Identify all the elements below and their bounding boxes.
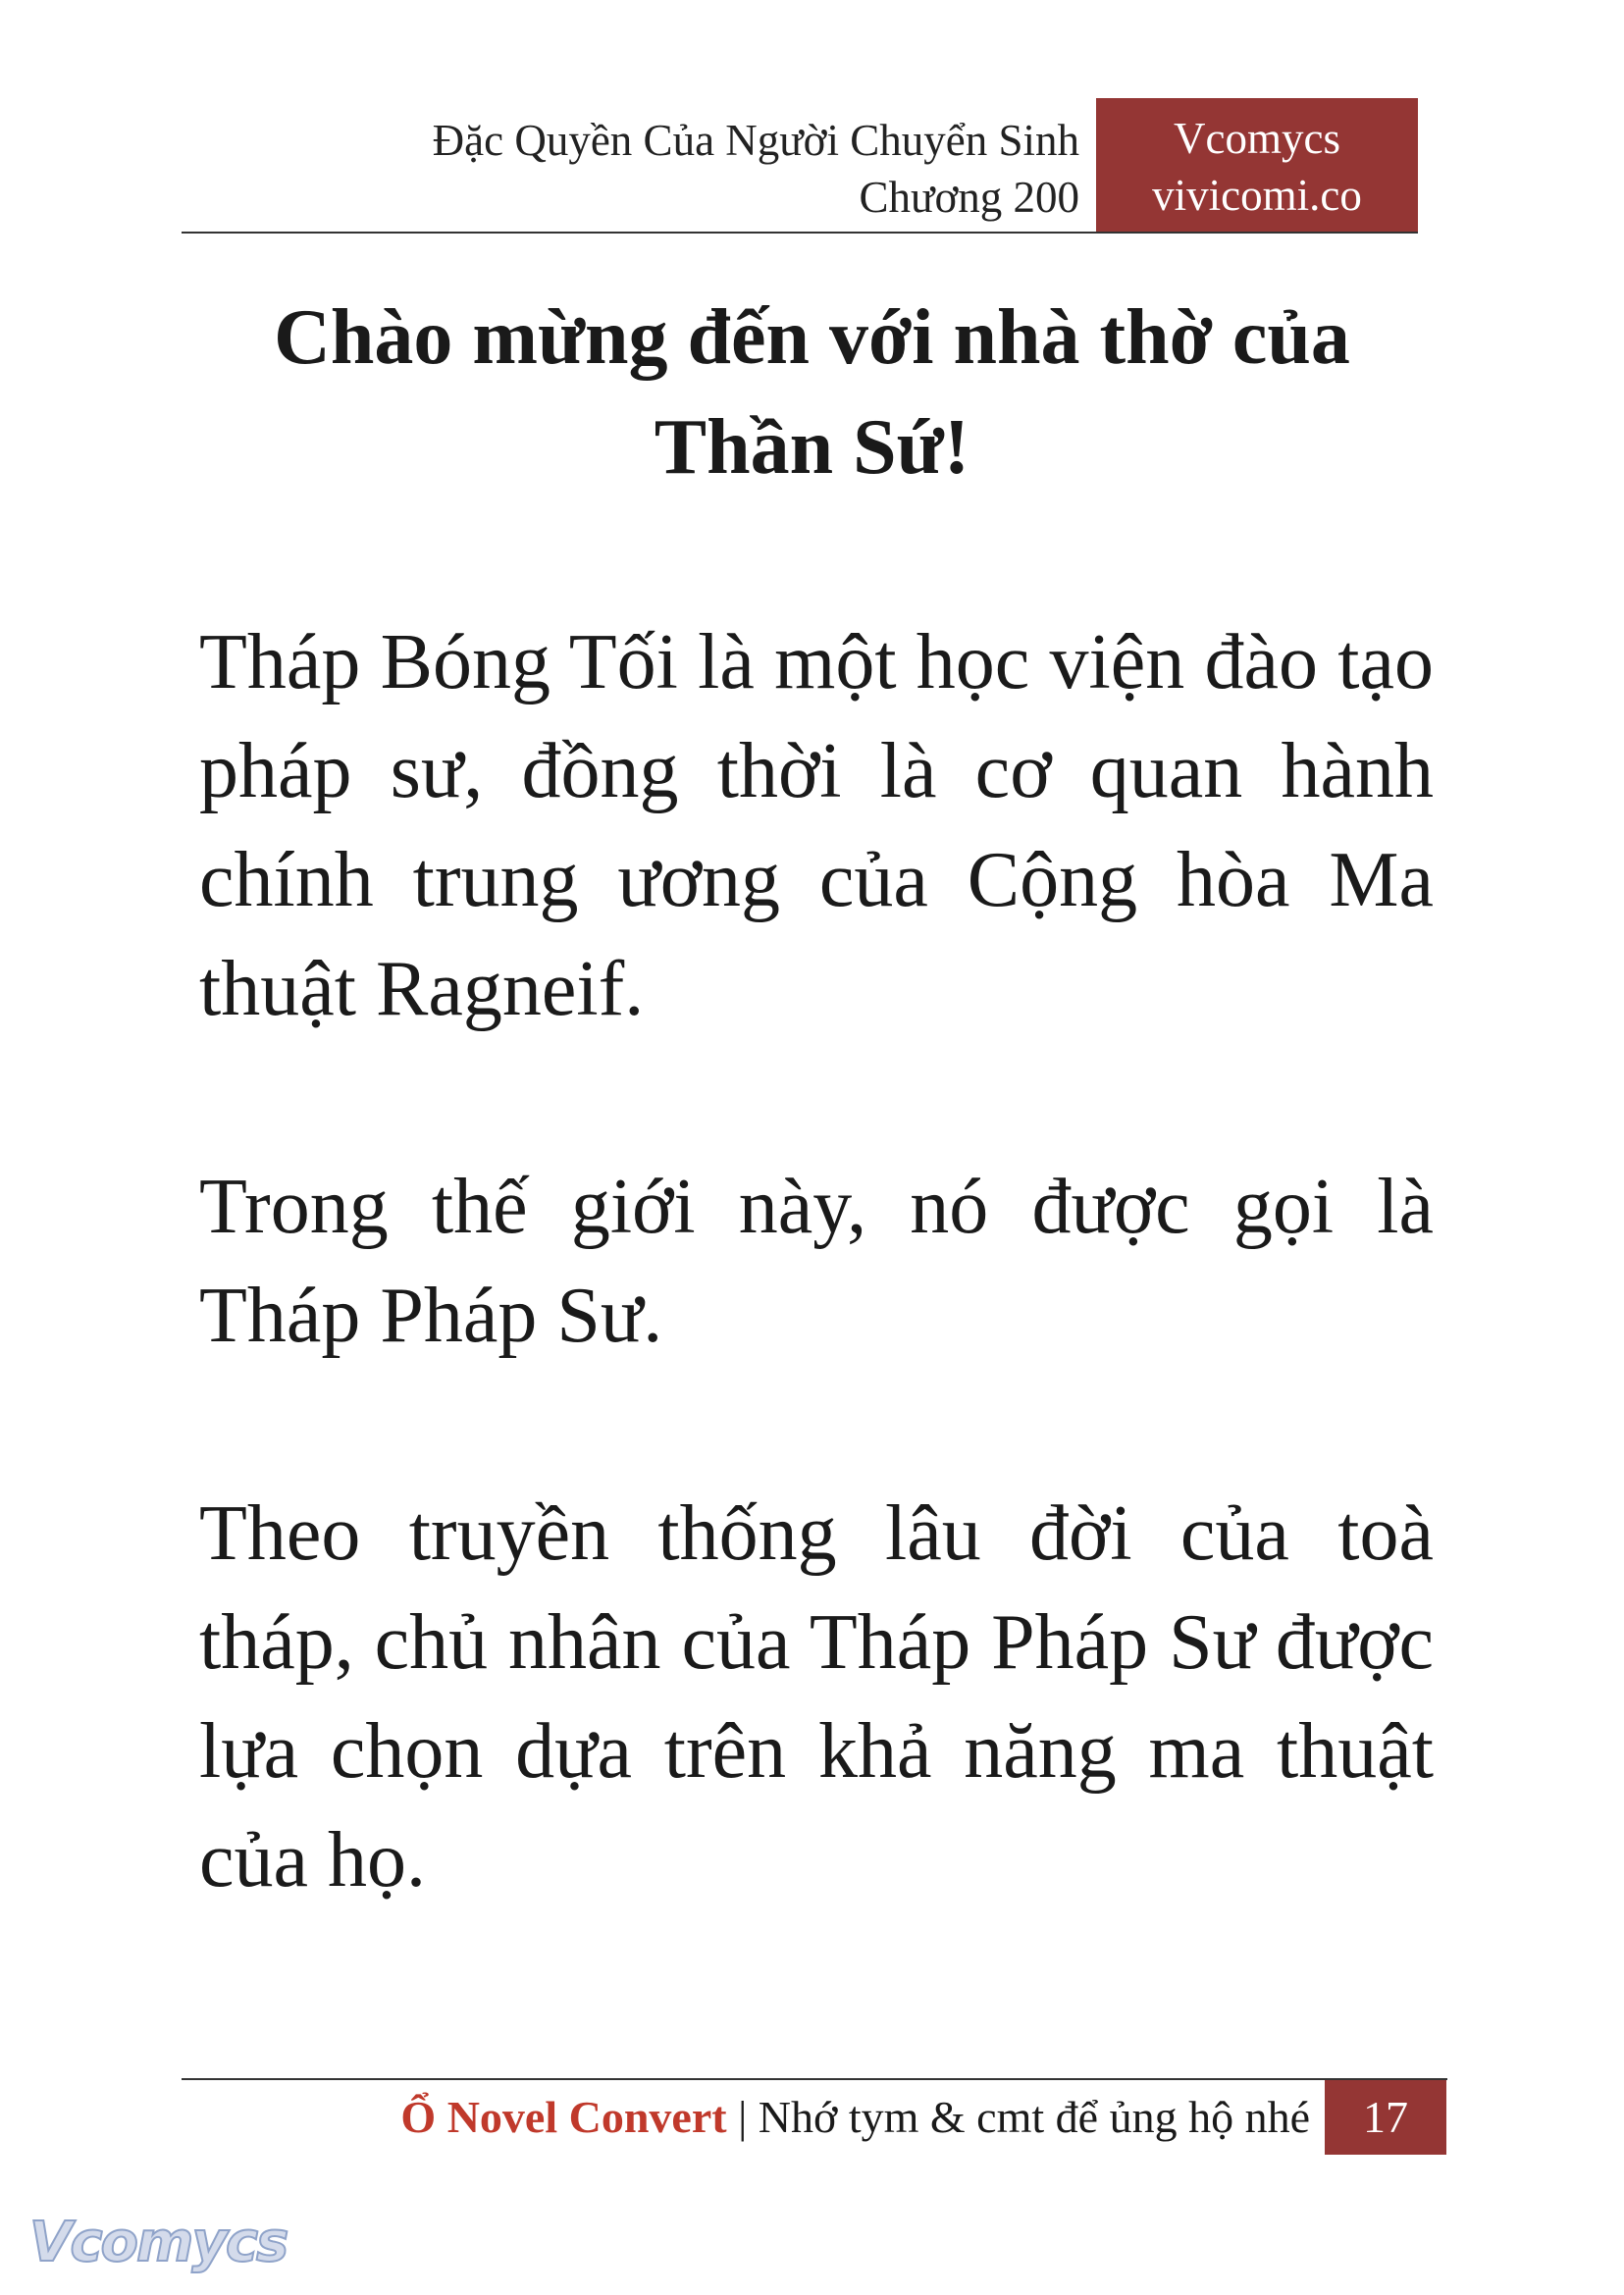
page-content xyxy=(199,608,1434,2024)
footer-separator: | xyxy=(738,2092,748,2142)
footer-brand: Ổ Novel Convert xyxy=(400,2092,727,2142)
page-footer xyxy=(182,2086,1310,2149)
paragraph: Theo truyền thống lâu đời của toà tháp, chủ nhân của Tháp Pháp Sư được lựa chọn dựa trên khả năng ma thuật của họ. xyxy=(199,1490,1434,1904)
chapter-label: Chương 200 xyxy=(859,173,1079,222)
footer-divider xyxy=(182,2078,1447,2080)
page-header xyxy=(182,98,1418,232)
header-book-info xyxy=(182,112,1079,226)
page-number: 17 xyxy=(1325,2080,1446,2155)
paragraph: Tháp Bóng Tối là một học viện đào tạo pháp sư, đồng thời là cơ quan hành chính trung ương của Cộng hòa Ma thuật Ragneif. xyxy=(199,619,1434,1032)
chapter-title-line-1: Chào mừng đến với nhà thờ của xyxy=(274,294,1350,381)
source-badge xyxy=(1096,98,1418,232)
footer-message: Nhớ tym & cmt để ủng hộ nhé xyxy=(758,2092,1310,2142)
badge-site-name: Vcomycs xyxy=(1174,114,1340,163)
header-divider xyxy=(182,232,1418,234)
paragraph: Trong thế giới này, nó được gọi là Tháp Pháp Sư. xyxy=(199,1164,1434,1359)
book-title: Đặc Quyền Của Người Chuyển Sinh xyxy=(432,116,1079,165)
chapter-title-line-2: Thần Sứ! xyxy=(654,404,970,491)
watermark-logo: Vcomycs xyxy=(29,2211,288,2274)
chapter-title xyxy=(182,283,1442,502)
badge-site-url: vivicomi.co xyxy=(1152,171,1362,220)
